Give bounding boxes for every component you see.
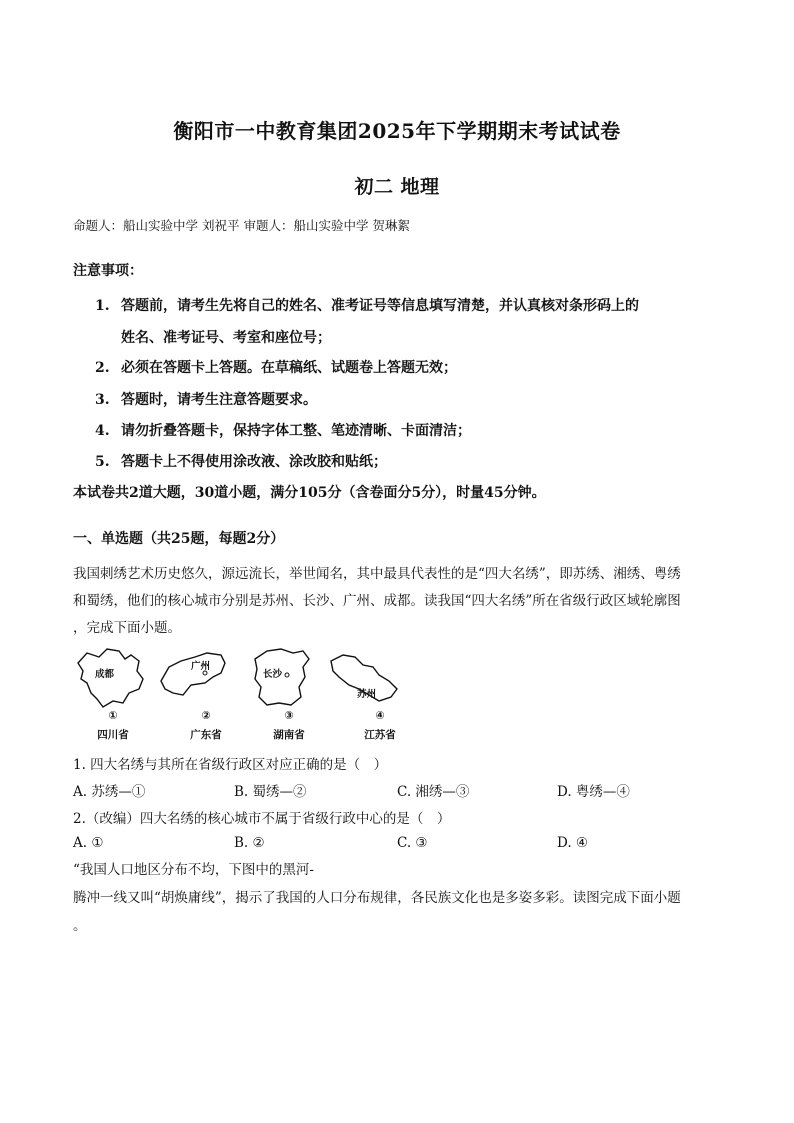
notice-item-1: 1. 答题前，请考生先将自己的姓名、准考证号等信息填写清楚，并认真核对条形码上的 xyxy=(95,298,639,314)
province-maps-figure xyxy=(73,645,418,745)
q2-option-d[interactable]: D. ④ xyxy=(557,835,589,851)
exam-summary: 本试卷共2道大题，30道小题，满分105分（含卷面分5分），时量45分钟。 xyxy=(73,485,546,501)
q1-option-d[interactable]: D. 粤绣—④ xyxy=(557,784,630,800)
exam-subtitle: 初二 地理 xyxy=(354,176,440,198)
map-label-sichuan: 四川省 xyxy=(97,729,129,741)
q2-option-b[interactable]: B. ② xyxy=(234,835,265,851)
map-city-chengdu: 成都 xyxy=(95,669,115,680)
map-city-changsha: 长沙 xyxy=(263,669,283,680)
notice-item-3: 3. 答题时，请考生注意答题要求。 xyxy=(95,392,317,408)
question-1-stem: 1. 四大名绣与其所在省级行政区对应正确的是（ ） xyxy=(73,757,388,773)
authors-line: 命题人：船山实验中学 刘祝平 审题人：船山实验中学 贺琳絮 xyxy=(73,218,410,233)
q2-option-a[interactable]: A. ① xyxy=(73,835,104,851)
question-2-stem: 2.（改编）四大名绣的核心城市不属于省级行政中心的是（ ） xyxy=(73,811,451,827)
notice-item-4: 4. 请勿折叠答题卡，保持字体工整、笔迹清晰、卡面清洁； xyxy=(95,423,471,439)
map-label-jiangsu: 江苏省 xyxy=(364,729,396,741)
notice-item-1-cont: 姓名、准考证号、考室和座位号； xyxy=(121,330,331,346)
section-heading: 一、单选题（共25题，每题2分） xyxy=(73,531,285,547)
map-number-1: ① xyxy=(108,709,118,722)
map-city-suzhou: 苏州 xyxy=(357,689,377,700)
q1-option-c[interactable]: C. 湘绣—③ xyxy=(397,784,470,800)
map-city-guangzhou: 广州 xyxy=(191,661,211,672)
q1-option-b[interactable]: B. 蜀绣—② xyxy=(234,784,307,800)
map-number-2: ② xyxy=(201,709,211,722)
intro-paragraph: 我国刺绣艺术历史悠久，源远流长，举世闻名，其中最具代表性的是“四大名绣”，即苏绣、湘绣、粤绣 和蜀绣，他们的核心城市分别是苏州、长沙、广州、成都。读我国“四大名绣”所在省级行政区域轮廓图 ，完成下面小题。 xyxy=(73,566,681,636)
notice-heading: 注意事项： xyxy=(73,263,143,279)
q1-option-a[interactable]: A. 苏绣—① xyxy=(73,784,146,800)
map-number-3: ③ xyxy=(284,709,294,722)
map-label-guangdong: 广东省 xyxy=(190,729,222,741)
province-outlines xyxy=(73,645,418,715)
map-number-4: ④ xyxy=(375,709,385,722)
map-label-hunan: 湖南省 xyxy=(273,729,305,741)
exam-title: 衡阳市一中教育集团2025年下学期期末考试试卷 xyxy=(173,119,621,143)
intro2-paragraph: “我国人口地区分布不均，下图中的黑河- 腾冲一线又叫“胡焕庸线”，揭示了我国的人口分布规律，各民族文化也是多姿多彩。读图完成下面小题 。 xyxy=(73,862,681,934)
notice-item-2: 2. 必须在答题卡上答题。在草稿纸、试题卷上答题无效； xyxy=(95,360,457,376)
notice-item-5: 5. 答题卡上不得使用涂改液、涂改胶和贴纸； xyxy=(95,454,387,470)
q2-option-c[interactable]: C. ③ xyxy=(397,835,428,851)
